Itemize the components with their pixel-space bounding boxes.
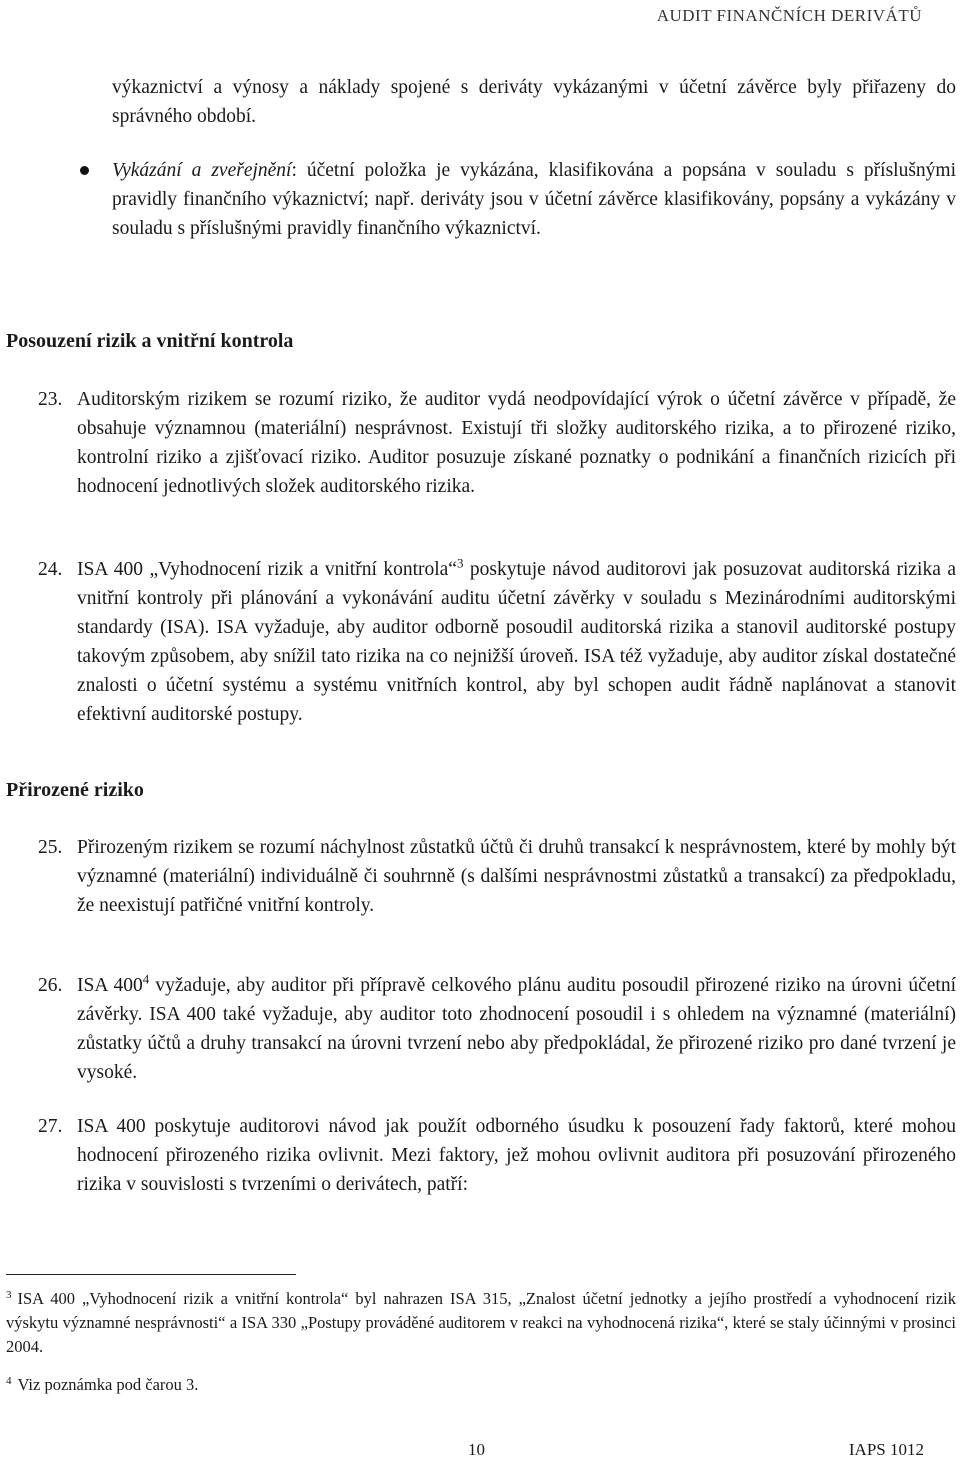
footnote-text: ISA 400 „Vyhodnocení rizik a vnitřní kontrola“ byl nahrazen ISA 315, „Znalost účetní jednotky a jejího prostředí a vyhodnocení rizik výskytu významné nesprávnosti“ a ISA 330 „Postupy prováděné auditorem v reakci na vyhodnocená rizika“, které se staly účinnými v prosinci 2004. [6, 1289, 956, 1356]
paragraph-23: Auditorským rizikem se rozumí riziko, že auditor vydá neodpovídající výrok o účetní závěrce v případě, že obsahuje významnou (materiální) nesprávnost. Existují tři složky auditorského rizika, a to přirozené riziko, kontrolní riziko a zjišťovací riziko. Auditor posuzuje získané poznatky o podnikání a finančních rizicích při hodnocení jednotlivých složek auditorského rizika. [77, 389, 956, 497]
footnote-text: Viz poznámka pod čarou 3. [17, 1375, 199, 1394]
bullet-text: : účetní položka je vykázána, klasifikována a popsána v souladu s příslušnými pravidly finančního výkaznictví; např. deriváty jsou v účetní závěrce klasifikovány, popsány a vykázány v souladu s příslušnými pravidly finančního výkaznictví. [112, 160, 956, 239]
footnote-ref-3: 3 [456, 555, 464, 571]
bullet-paragraph [112, 156, 956, 243]
bullet-label: Vykázání a zveřejnění [112, 160, 292, 181]
footnote-separator [6, 1274, 296, 1275]
paragraph-number-26: 26. [38, 975, 63, 996]
section-heading-inherent-risk: Přirozené riziko [6, 779, 144, 801]
footnote-3 [6, 1287, 956, 1359]
page-number: 10 [468, 1440, 485, 1459]
section-heading-risk: Posouzení rizik a vnitřní kontrola [6, 330, 294, 352]
paragraph-24 [77, 555, 956, 729]
paragraph-number-27: 27. [38, 1116, 63, 1137]
paragraph-number-25: 25. [38, 837, 63, 858]
continuation-paragraph: výkaznictví a výnosy a náklady spojené s deriváty vykázanými v účetní závěrce byly přiřazeny do správného období. [112, 77, 956, 127]
paragraph-24-lead: ISA 400 „Vyhodnocení rizik a vnitřní kontrola“ [77, 559, 457, 580]
paragraph-27: ISA 400 poskytuje auditorovi návod jak použít odborného úsudku k posouzení řady faktorů, které mohou hodnocení přirozeného rizika ovlivnit. Mezi faktory, jež mohou ovlivnit auditora při posuzování přirozeného rizika v souvislosti s tvrzeními o derivátech, patří: [77, 1116, 956, 1195]
paragraph-number-23: 23. [38, 389, 63, 410]
paragraph-26-body: vyžaduje, aby auditor při přípravě celkového plánu auditu posoudil přirozené riziko na úrovni účetní závěrky. ISA 400 také vyžaduje, aby auditor toto zhodnocení posoudil i s ohledem na významné (materiální) zůstatky účtů a druhy transakcí na úrovni tvrzení nebo aby předpokládal, že přirozené riziko pro dané tvrzení je vysoké. [77, 975, 956, 1083]
paragraph-26 [77, 971, 956, 1087]
footnote-mark: 3 [6, 1288, 12, 1301]
footnote-4 [6, 1373, 956, 1397]
paragraph-number-24: 24. [38, 559, 63, 580]
running-header: AUDIT FINANČNÍCH DERIVÁTŮ [656, 6, 922, 25]
paragraph-24-body: poskytuje návod auditorovi jak posuzovat auditorská rizika a vnitřní kontroly při plánování a vykonávání auditu účetní závěrky v souladu s Mezinárodními auditorskými standardy (ISA). ISA vyžaduje, aby auditor odborně posoudil auditorská rizika a stanovil auditorské postupy takovým způsobem, aby snížil tato rizika na co nejnižší úroveň. ISA též vyžaduje, aby auditor získal dostatečné znalosti o účetní systému a systému vnitřních kontrol, aby byl schopen audit řádně naplánovat a stanovit efektivní auditorské postupy. [77, 559, 956, 725]
bullet-icon [80, 166, 89, 175]
footnote-ref-4: 4 [142, 971, 150, 987]
paragraph-26-lead: ISA 400 [77, 975, 143, 996]
footnote-mark: 4 [6, 1374, 12, 1387]
paragraph-25: Přirozeným rizikem se rozumí náchylnost zůstatků účtů či druhů transakcí k nesprávnostem, které by mohly být významné (materiální) individuálně či souhrnně (s dalšími nesprávnostmi zůstatků a transakcí) za předpokladu, že neexistují patřičné vnitřní kontroly. [77, 837, 956, 916]
document-id: IAPS 1012 [848, 1440, 924, 1459]
